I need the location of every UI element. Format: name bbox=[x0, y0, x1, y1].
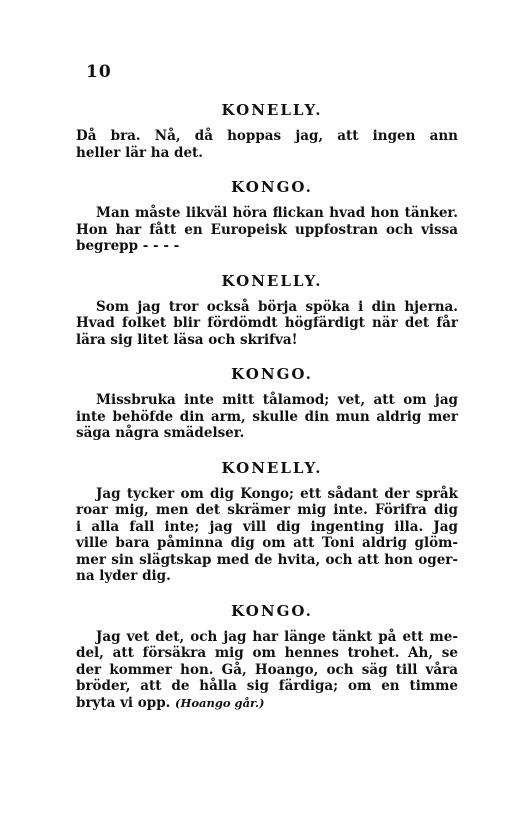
speech-line: ville bara påminna dig om att Toni aldrig glöm- bbox=[76, 535, 458, 551]
speech-line: na lyder dig. bbox=[76, 568, 171, 584]
speaker-heading: KONGO. bbox=[231, 601, 313, 620]
speech-line: Man måste likväl höra flickan hvad hon tänker. bbox=[96, 205, 458, 221]
speech-paragraph bbox=[76, 205, 458, 255]
speech-line: bröder, att de hålla sig färdiga; om en timme bbox=[76, 678, 458, 694]
speech-line: säga några smädelser. bbox=[76, 425, 245, 441]
speaker-heading: KONGO. bbox=[231, 178, 313, 196]
stage-direction: (Hoango går.) bbox=[175, 695, 265, 710]
speaker-heading: KONELLY. bbox=[221, 101, 323, 119]
speech-paragraph bbox=[76, 629, 458, 712]
speech-paragraph bbox=[76, 392, 458, 442]
speech-line: der kommer hon. Gå, Hoango, och säg till våra bbox=[76, 661, 458, 678]
speech-line: i alla fall inte; jag vill dig ingenting illa. Jag bbox=[76, 518, 458, 535]
page-number: 10 bbox=[86, 62, 112, 82]
speech-line: Jag tycker om dig Kongo; ett sådant der språk bbox=[96, 485, 458, 502]
speaker-heading: KONELLY. bbox=[221, 458, 323, 477]
speech-line-text: bryta vi opp. bbox=[76, 694, 171, 711]
speech-line: lära sig litet läsa och skrifva! bbox=[76, 331, 298, 348]
speech-line: del, att försäkra mig om hennes trohet. Ah, se bbox=[76, 645, 458, 661]
speech-line: roar mig, men det skrämer mig inte. Förifra dig bbox=[76, 502, 458, 518]
speech-line: Som jag tror också börja spöka i din hjerna. bbox=[96, 298, 458, 315]
speech-line: mer sin slägtskap med de hvita, och att hon oger- bbox=[76, 551, 458, 568]
speech-line: Då bra. Nå, då hoppas jag, att ingen ann bbox=[76, 128, 458, 144]
page-body bbox=[76, 100, 458, 711]
speech-paragraph bbox=[76, 299, 458, 349]
speech-paragraph bbox=[76, 128, 458, 161]
speech-line: Jag vet det, och jag har länge tänkt på ett me- bbox=[96, 628, 458, 645]
speech-line: Hvad folket blir fördömdt högfärdigt när det får bbox=[76, 315, 458, 331]
speaker-heading: KONGO. bbox=[231, 365, 313, 383]
speech-line: heller lär ha det. bbox=[76, 144, 203, 161]
speech-line bbox=[76, 695, 458, 712]
speech-paragraph bbox=[76, 486, 458, 585]
speech-line: Missbruka inte mitt tålamod; vet, att om jag bbox=[96, 392, 458, 408]
speaker-heading: KONELLY. bbox=[221, 271, 323, 290]
speech-line: begrepp - - - - bbox=[76, 238, 180, 254]
speech-line: inte behöfde din arm, skulle din mun aldrig mer bbox=[76, 408, 458, 425]
speech-line: Hon har fått en Europeisk uppfostran och vissa bbox=[76, 221, 458, 238]
